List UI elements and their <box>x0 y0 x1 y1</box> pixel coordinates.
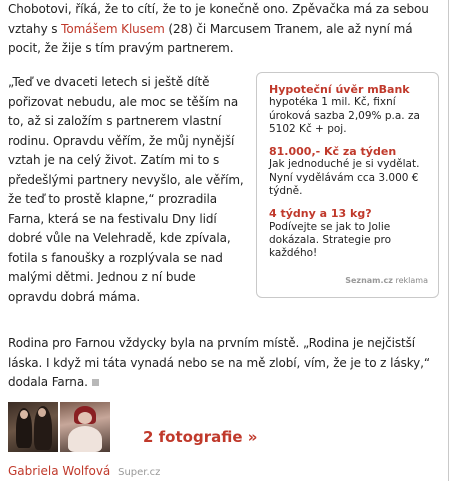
source-label: Super.cz <box>118 467 161 478</box>
tomas-klus-link[interactable]: Tomášem Klusem <box>61 21 165 36</box>
face-shape <box>38 408 46 417</box>
ad-label: reklama <box>395 275 428 285</box>
face-shape <box>78 412 92 424</box>
ad-item-weightloss[interactable] <box>269 207 432 260</box>
article-paragraph-2: „Teď ve dvaceti letech si ještě dítě pořizovat nebudu, ale moc se těším na to, až si založím s partnerem vlastní rodinu. Opravdu věřím, že můj nynější vztah je na celý život. Zatím mi to s předešlými partnery nevyšlo, ale věřím, že teď to prostě klapne,“ prozradila Farna, která se na festivalu Dny lidí dobré vůle na Velehradě, kde zpívala, fotila s fanoušky a rozplývala se nad malými dětmi. Jednou z ní bude opravdu dobrá máma. <box>8 75 244 304</box>
ad-title: 81.000,- Kč za týden <box>269 145 397 159</box>
gallery-link[interactable]: 2 fotografie » <box>143 428 258 446</box>
ad-text: hypotéka 1 mil. Kč, fixní úroková sazba 2,09% p.a. za 5102 Kč + poj. <box>269 96 420 135</box>
author-name-link[interactable]: Gabriela Wolfová <box>8 464 111 478</box>
dress-shape <box>68 426 102 452</box>
ad-text: Podívejte se jak to Jolie dokázala. Strategie pro každého! <box>269 220 392 260</box>
paragraph-text: Rodina pro Farnou vždycky byla na prvním místě. „Rodina je nejčistší láska. I když mi táta vynadá nebo se na mě zlobí, vím, že je to z lásky,“ dodala Farna. <box>8 336 430 389</box>
photo-thumbnails <box>8 402 110 452</box>
ad-footer[interactable] <box>345 274 428 287</box>
paragraph-text: Chobotovi, říká, že to cítí, že to je konečně ono. Zpěvačka má za sebou vztahy s <box>8 2 429 36</box>
right-border <box>448 0 449 481</box>
photo-thumbnail-2[interactable] <box>60 402 110 452</box>
photo-thumbnail-1[interactable] <box>8 402 58 452</box>
ad-title: Hypoteční úvěr mBank <box>269 83 410 96</box>
ad-item-earnings[interactable] <box>269 145 432 198</box>
ad-box <box>256 72 439 298</box>
ad-text: Jak jednoduché je si vydělat. Nyní vydělávám cca 3.000 € týdně. <box>269 158 420 198</box>
ad-item-mbank[interactable] <box>269 83 432 136</box>
author-line <box>8 464 160 478</box>
ad-title: 4 týdny a 13 kg? <box>269 207 372 221</box>
seznam-logo: Seznam.cz <box>345 275 393 285</box>
face-shape <box>20 410 28 419</box>
end-mark-icon <box>92 379 99 386</box>
paragraph-text: (28) či Marcusem Tranem, ale až nyní má pocit, že žije s tím pravým partnerem. <box>8 21 413 55</box>
article-paragraph-3 <box>8 334 438 393</box>
article-paragraph-1 <box>8 0 438 59</box>
